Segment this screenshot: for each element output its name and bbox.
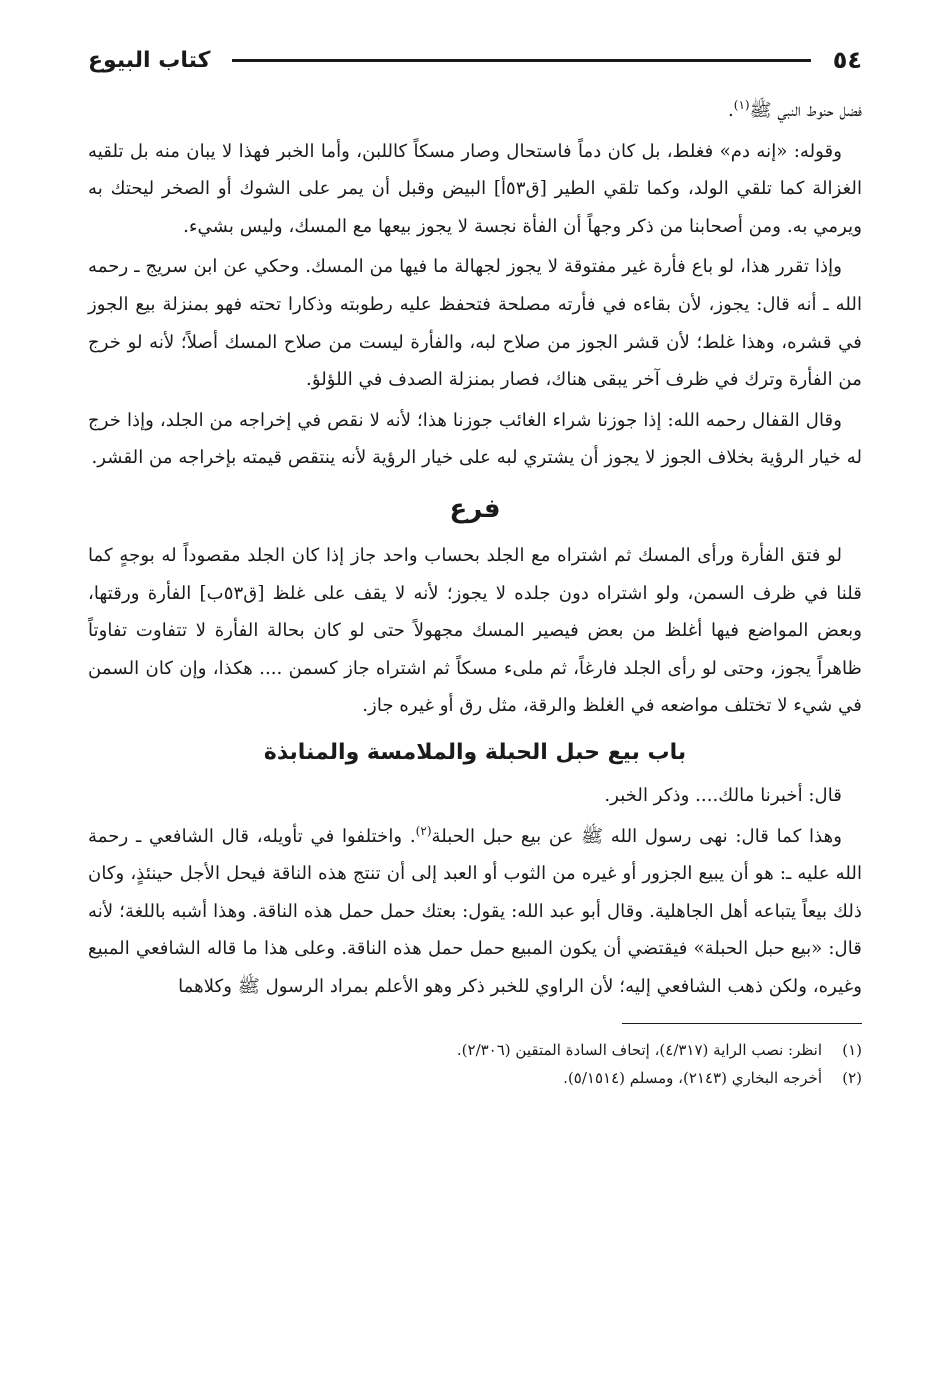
paragraph-end: . xyxy=(727,100,734,121)
paragraph-6: قال: أخبرنا مالك.... وذكر الخبر. xyxy=(604,784,842,806)
paragraph-7 xyxy=(88,818,862,1006)
paragraph-text: فضل حنوط النبي ﷺ xyxy=(749,100,862,121)
paragraph-1 xyxy=(88,92,862,130)
paragraph-3: وإذا تقرر هذا، لو باع فأرة غير مفتوقة لا يجوز لجهالة ما فيها من المسك. وحكي عن ابن سريج ـ رحمه الله ـ أنه قال: يجوز، لأن بقاءه في فأرته مصلحة فتحفظ عليه رطوبته وذكارا تحته فهو بمنزلة بيع الجوز في قشره، وهذا غلط؛ لأن قشر الجوز من صلاح لبه، والفأرة ليست من صلاح المسك أصلاً؛ لأنه لو خرج من الفأرة وترك في ظرف آخر يبقى هناك، فصار بمنزلة الصدف في اللؤلؤ. xyxy=(88,256,862,391)
footnote-text: انظر: نصب الراية (٤/٣١٧)، إتحاف السادة المتقين (٢/٣٠٦). xyxy=(456,1041,822,1060)
paragraph-4: وقال القفال رحمه الله: إذا جوزنا شراء الغائب جوزنا هذا؛ لأنه لا نقص في إخراجه من الجلد، وإذا خرج له خيار الرؤية بخلاف الجوز لا يجوز أن يشتري لبه على خيار الرؤية لأنه ينتقص قيمته بإخراجه من القشر. xyxy=(88,409,862,469)
book-title: كتاب البيوع xyxy=(88,47,211,73)
page-header xyxy=(88,40,862,80)
footnote-ref-1[interactable]: (١) xyxy=(733,97,750,112)
footnote-text: أخرجه البخاري (٢١٤٣)، ومسلم (٥/١٥١٤). xyxy=(563,1069,822,1088)
document-page xyxy=(88,40,862,1333)
footnote-number: (١) xyxy=(842,1041,862,1060)
paragraph-text-cont: . واختلفوا في تأويله، قال الشافعي ـ رحمة الله عليه ـ: هو أن يبيع الجزور أو غيره من الثوب أو العبد إلى أن تنتج هذه الناقة فيحل الأجل حينئذٍ، وكان ذلك بيعاً يتباعه أهل الجاهلية. وقال أبو عبد الله: يقول: بعتك حمل حمل هذه الناقة. وهذا أشبه باللغة؛ لأنه قال: «بيع حبل الحبلة» فيقتضي أن يكون المبيع حمل حمل هذه الناقة. وعلى هذا ما قاله الشافعي المبيع وغيره، ولكن ذهب الشافعي إليه؛ لأن الراوي للخبر ذكر وهو الأعلم بمراد الرسول ﷺ وكلاهما xyxy=(88,825,862,997)
body-text xyxy=(88,92,862,1005)
section-heading-far: فرع xyxy=(449,493,501,524)
footnote-2 xyxy=(88,1064,862,1092)
chapter-heading: باب بيع حبل الحبلة والملامسة والمنابذة xyxy=(263,739,687,765)
footnote-number: (٢) xyxy=(842,1069,862,1088)
header-rule xyxy=(232,59,810,62)
footnotes xyxy=(88,1036,862,1092)
paragraph-5: لو فتق الفأرة ورأى المسك ثم اشتراه مع الجلد بحساب واحد جاز إذا كان الجلد مقصوداً له بوجهٍ كما قلنا في ظرف السمن، ولو اشتراه دون جلده لا يجوز؛ لأنه لا يقف على غلظ [ق٥٣ب] الفأرة ورقتها، وبعض المواضع فيها أغلظ من بعض فيصير المسك مجهولاً حتى لو كان بحالة الفأرة لا تتفاوت تفاوتاً ظاهراً يجوز، وحتى لو رأى الجلد فارغاً، ثم ملىء مسكاً ثم اشتراه جاز كسمن .... هكذا، وإن كان السمن في شيء لا تختلف مواضعه في الغلظ والرقة، مثل رق أو غيره جاز. xyxy=(88,544,862,717)
paragraph-2: وقوله: «إنه دم» فغلط، بل كان دماً فاستحال وصار مسكاً كاللبن، وأما الخبر فهذا لا يبان منه بل تلقيه الغزالة كما تلقي الولد، وكما تلقي الطير [ق٥٣أ] البيض وقبل أن يمر على الشوك أو الصخر ليحتك به ويرمي به. ومن أصحابنا من ذكر وجهاً أن الفأة نجسة لا يجوز بيعها مع المسك، وليس بشيء. xyxy=(88,140,862,237)
footnote-rule xyxy=(622,1023,862,1024)
page-number: ٥٤ xyxy=(832,46,862,74)
footnote-ref-2[interactable]: (٢) xyxy=(415,823,432,838)
paragraph-text: وهذا كما قال: نهى رسول الله ﷺ عن بيع حبل الحبلة xyxy=(431,825,842,847)
footnote-1 xyxy=(88,1036,862,1064)
